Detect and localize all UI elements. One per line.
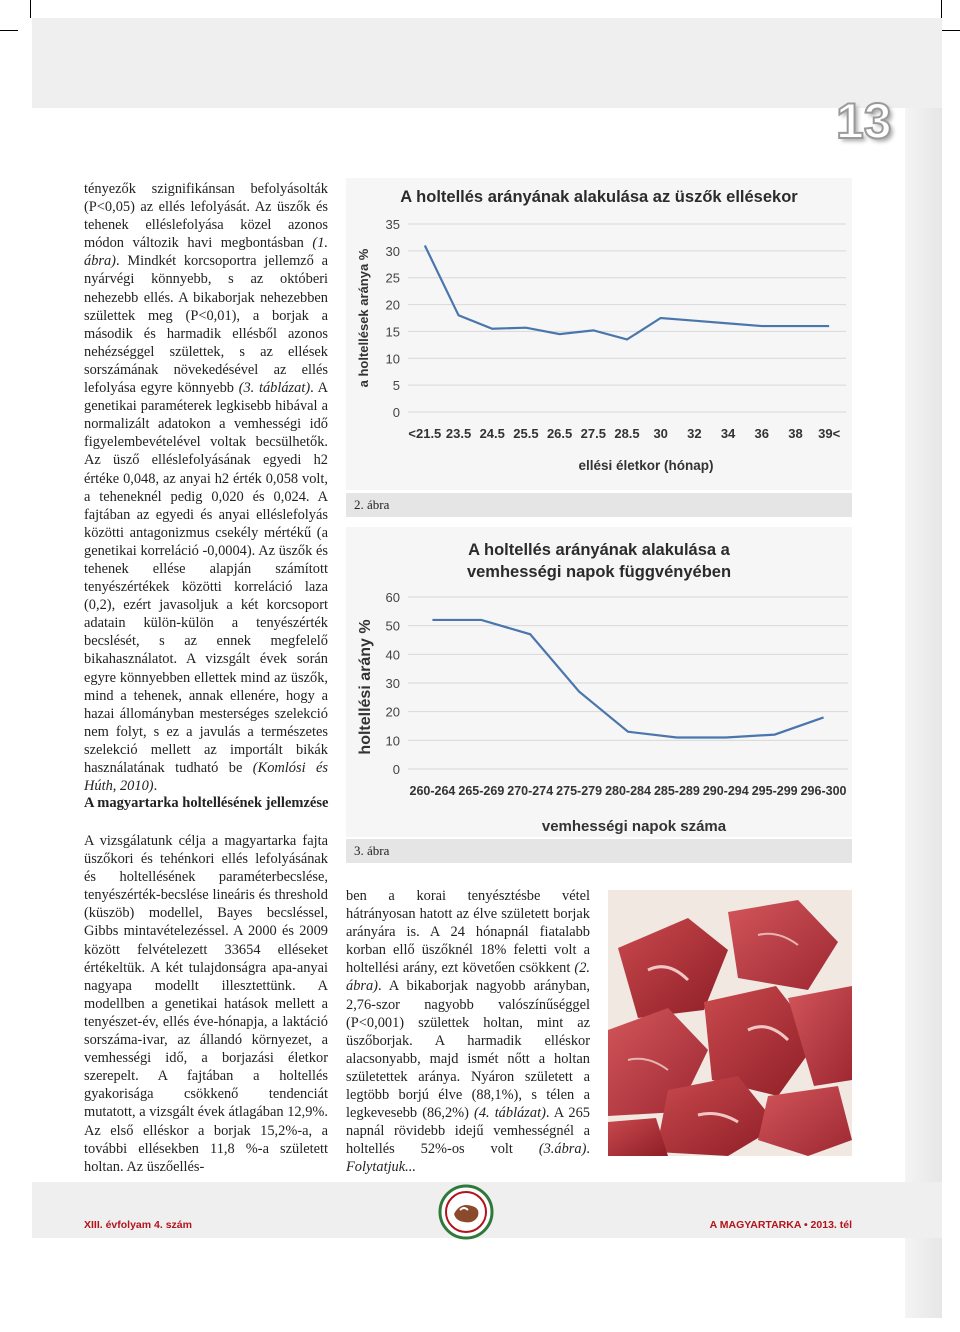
article-text-left bbox=[84, 180, 328, 795]
figure-caption: 2. ábra bbox=[346, 493, 852, 517]
y-axis-label: a holtellések aránya % bbox=[356, 248, 371, 388]
x-tick-label: 275-279 bbox=[556, 784, 603, 798]
y-tick-label: 10 bbox=[385, 733, 400, 749]
section-heading: A magyartarka holtellésének jellemzése bbox=[84, 795, 329, 811]
text-run: . Mindkét korcsoportra jellemző a nyárvégi könnyebb, s az októberi nehezebb ellés. A bikaborjak nehezebben születtek meg (P<0,01), a borjak a második és harmadik ellésből azonos nehézséggel születtek, s az ellések sorszámának növekedésével az ellés lefolyása egyre könnyebb bbox=[84, 253, 328, 397]
publication-name: A MAGYARTARKA bbox=[709, 1219, 802, 1231]
x-tick-label: 260-264 bbox=[409, 784, 456, 798]
x-tick-label: 27.5 bbox=[580, 426, 606, 441]
x-axis-label: ellési életkor (hónap) bbox=[578, 458, 714, 473]
x-tick-label: 25.5 bbox=[513, 426, 539, 441]
page-number: 13 bbox=[836, 93, 892, 149]
crop-mark bbox=[942, 30, 960, 31]
y-tick-label: 15 bbox=[385, 324, 400, 340]
text-run: . A genetikai paraméterek legkisebb hibával a normalizált adatokon a vemhességi idő figyelembevételével voltak becsülhetők. Az üsző elléslefolyásának egyedi h2 értéke 0,048, az anyai h2 érték 0,058 volt, a teheneknél pedig 0,020 és 0,024. A fajtában az egyedi és anyai elléslefolyás közötti antagonizmus csekély mértékű (a genetikai korreláció -0,0004). Az üszők és tehenek ellése alapján számított tenyészértékek közötti korreláció laza (0,2), ezért javasoljuk a két korcsoport adatain külön-külön a tenyészérték becslését, s az ennek megfelelő bikahasználatot. A vizsgált évek során egyre könnyebben ellettek mind az üszők, mind a tehenek, annak ellenére, hogy a hazai állományban mesterséges szelekció nem folyt, s ez a javulás a természetes szelekció mellett az importált bikák használatának tudható be bbox=[84, 380, 328, 776]
chart-stillbirth-by-age bbox=[346, 178, 852, 490]
text-run: . bbox=[153, 778, 158, 795]
x-axis-label: vemhességi napok száma bbox=[541, 818, 727, 835]
text-run: tényezők szignifikánsan befolyásolták (P<0,05) az ellés lefolyását. Az üszők és tehenek elléslefolyása közel azonos módon változik havi megbontásban bbox=[84, 181, 328, 252]
reference-text: Folytatjuk... bbox=[346, 1159, 416, 1176]
y-tick-label: 20 bbox=[385, 704, 400, 720]
x-tick-label: 296-300 bbox=[800, 784, 847, 798]
y-axis-label: holtellési arány % bbox=[357, 619, 374, 755]
y-tick-label: 20 bbox=[385, 297, 400, 313]
breed-logo-icon bbox=[438, 1184, 494, 1240]
chart-stillbirth-by-gestation bbox=[346, 527, 852, 837]
x-tick-label: 270-274 bbox=[507, 784, 554, 798]
chart-svg bbox=[346, 178, 852, 490]
figure-caption: 3. ábra bbox=[346, 839, 852, 863]
article-text-left-continued: A vizsgálatunk célja a magyartarka fajta üszőkori és tehénkori ellés lefolyásának és holtellésének paraméterbecslése, tenyészérték-becslése lineáris és threshold (küszöb) modellel, Bayes becsléssel, Gibbs mintavételezéssel. A 2000 és 2009 között felvételezett 33654 elléseket értékeltük. A két tulajdonságra apa-anyai nagyapa modellt illesztettünk. A modellben a genetikai hatások mellett a tenyészet-év, ellés éve-hónapja, a laktáció sorszáma-ivar, az állandó környezet, a vemhességi idő, a borjazási életkor szerepelt. A fajtában a holtellés gyakorisága csökkenő tendenciát mutatott, a vizsgált évek átlagában 12,9%. Az első elléskor a borjak 15,2%-a, a további ellésekben 11,8 %-a született holtan. Az üszőellés- bbox=[84, 833, 328, 1175]
issue-info: XIII. évfolyam 4. szám bbox=[84, 1219, 192, 1231]
text-run: . bbox=[586, 1141, 590, 1158]
y-tick-label: 35 bbox=[385, 217, 400, 232]
x-tick-label: <21.5 bbox=[408, 426, 442, 441]
chart-svg bbox=[346, 527, 852, 837]
text-run: ben a korai tenyésztésbe vétel hátrányosan hatott az élve született borjak arányára is. A 24 hónapnál fiatalabb korban ellő üszőknél 18% feletti volt a holtellési arány, ezt követően csökkent bbox=[346, 888, 590, 977]
crop-mark bbox=[0, 30, 18, 31]
x-tick-label: 280-284 bbox=[605, 784, 651, 798]
article-text-right bbox=[346, 887, 590, 1177]
chart-title: A holtellés arányának alakulása a vemhességi napok függvényében bbox=[466, 541, 732, 581]
y-tick-label: 30 bbox=[385, 676, 400, 691]
text-run: . A 265 napnál rövidebb idejű vemhességnél a holtellés 52%-os volt bbox=[346, 1105, 590, 1158]
y-tick-label: 25 bbox=[385, 270, 400, 286]
y-tick-label: 60 bbox=[385, 590, 400, 605]
reference-text: (2. ábra) bbox=[346, 960, 590, 995]
side-shade bbox=[905, 108, 942, 1318]
x-tick-label: 38 bbox=[788, 426, 803, 441]
y-tick-label: 10 bbox=[385, 351, 400, 367]
x-tick-label: 36 bbox=[754, 426, 770, 441]
x-tick-label: 28.5 bbox=[614, 426, 640, 441]
y-tick-label: 0 bbox=[392, 405, 400, 420]
series-line bbox=[425, 245, 829, 339]
y-tick-label: 40 bbox=[385, 647, 400, 663]
reference-text: (Komlósi és Húth, 2010) bbox=[84, 760, 329, 795]
paragraph bbox=[346, 887, 590, 1177]
y-tick-label: 50 bbox=[385, 618, 400, 634]
crop-mark bbox=[30, 0, 31, 18]
crop-mark bbox=[941, 0, 942, 18]
reference-text: (4. táblázat) bbox=[474, 1105, 546, 1122]
y-tick-label: 30 bbox=[385, 243, 400, 259]
chart-title: A holtellés arányának alakulása az üszők ellésekor bbox=[400, 188, 798, 206]
y-tick-label: 5 bbox=[392, 378, 400, 394]
reference-text: (1. ábra) bbox=[84, 235, 328, 270]
x-tick-label: 32 bbox=[687, 426, 702, 441]
x-tick-label: 30 bbox=[653, 426, 668, 441]
meat-photo bbox=[608, 890, 852, 1156]
x-tick-label: 34 bbox=[720, 426, 736, 441]
reference-text: (3.ábra) bbox=[538, 1141, 587, 1158]
x-tick-label: 290-294 bbox=[702, 784, 749, 798]
x-tick-label: 26.5 bbox=[546, 426, 573, 441]
x-tick-label: 39< bbox=[818, 426, 841, 441]
x-tick-label: 295-299 bbox=[751, 784, 798, 798]
text-run: . A bikaborjak nagyobb arányban, 2,76-szor nagyobb valószínűséggel (P<0,001) születtek holtan, mint az üszőborjak. A harmadik elléskor alacsonyabb, majd ismét nőtt a holtan születettek aránya. Nyáron született a legtöbb borjú élve (88,1%), s télen a legkevesebb (86,2%) bbox=[346, 978, 590, 1122]
x-tick-label: 265-269 bbox=[458, 784, 505, 798]
reference-text: (3. táblázat) bbox=[238, 380, 311, 397]
publication-info bbox=[666, 1219, 852, 1231]
x-tick-label: 24.5 bbox=[479, 426, 505, 441]
x-tick-label: 285-289 bbox=[653, 784, 700, 798]
y-tick-label: 0 bbox=[392, 762, 400, 777]
paragraph bbox=[84, 180, 328, 795]
separator-icon: • bbox=[803, 1219, 808, 1231]
series-line bbox=[432, 620, 823, 738]
header-band bbox=[32, 18, 942, 108]
x-tick-label: 23.5 bbox=[445, 426, 472, 441]
edition: 2013. tél bbox=[810, 1219, 852, 1231]
